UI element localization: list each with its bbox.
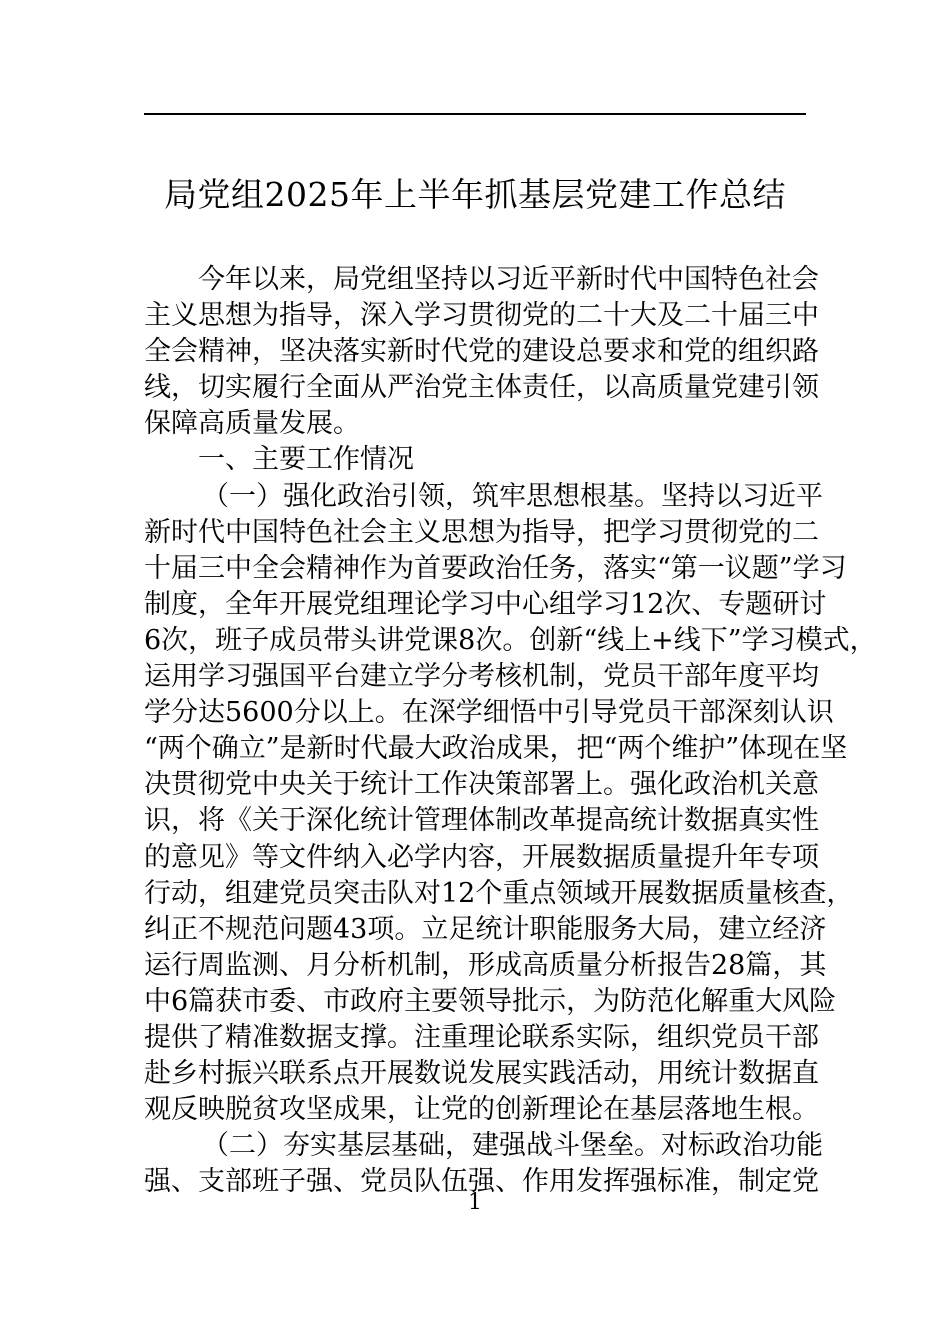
text-line: 识，将《关于深化统计管理体制改革提高统计数据真实性 — [144, 805, 819, 837]
text-line: （一）强化政治引领，筑牢思想根基。坚持以习近平 — [202, 480, 823, 512]
text-line: 保障高质量发展。 — [144, 408, 360, 440]
text-line: “两个确立”是新时代最大政治成果，把“两个维护”体现在坚 — [144, 733, 848, 765]
text-line: 决贯彻党中央关于统计工作决策部署上。强化政治机关意 — [144, 769, 819, 801]
text-line: 提供了精准数据支撑。注重理论联系实际，组织党员干部 — [144, 1021, 819, 1053]
text-line: 观反映脱贫攻坚成果，让党的创新理论在基层落地生根。 — [144, 1094, 819, 1126]
document-body — [144, 262, 877, 1200]
text-line: （二）夯实基层基础，建强战斗堡垒。对标政治功能 — [202, 1130, 823, 1162]
page-number: 1 — [468, 1190, 482, 1215]
text-line: 纠正不规范问题43项。立足统计职能服务大局，建立经济 — [144, 913, 827, 945]
text-line: 制度，全年开展党组理论学习中心组学习12次、专题研讨 — [144, 588, 827, 620]
section-heading: 一、主要工作情况 — [198, 444, 414, 476]
document-title: 局党组2025年上半年抓基层党建工作总结 — [164, 175, 786, 214]
text-line: 学分达5600分以上。在深学细悟中引导党员干部深刻认识 — [144, 697, 834, 729]
text-line: 强、支部班子强、党员队伍强、作用发挥强标准，制定党 — [144, 1166, 819, 1198]
text-line: 6次，班子成员带头讲党课8次。创新“线上+线下”学习模式， — [144, 624, 877, 656]
text-line: 全会精神，坚决落实新时代党的建设总要求和党的组织路 — [144, 336, 819, 368]
text-line: 新时代中国特色社会主义思想为指导，把学习贯彻党的二 — [144, 516, 819, 548]
text-line: 今年以来，局党组坚持以习近平新时代中国特色社会 — [198, 264, 819, 295]
text-line: 中6篇获市委、市政府主要领导批示，为防范化解重大风险 — [144, 985, 837, 1017]
text-line: 行动，组建党员突击队对12个重点领域开展数据质量核查， — [144, 877, 854, 909]
text-line: 运用学习强国平台建立学分考核机制，党员干部年度平均 — [144, 661, 819, 693]
text-line: 十届三中全会精神作为首要政治任务，落实“第一议题”学习 — [144, 552, 847, 584]
header-rule — [144, 113, 806, 115]
text-line: 运行周监测、月分析机制，形成高质量分析报告28篇，其 — [144, 949, 827, 981]
text-line: 赴乡村振兴联系点开展数说发展实践活动，用统计数据直 — [144, 1058, 819, 1090]
text-line: 的意见》等文件纳入必学内容，开展数据质量提升年专项 — [144, 841, 819, 873]
text-line: 线，切实履行全面从严治党主体责任，以高质量党建引领 — [144, 372, 819, 404]
text-line: 主义思想为指导，深入学习贯彻党的二十大及二十届三中 — [144, 300, 819, 332]
